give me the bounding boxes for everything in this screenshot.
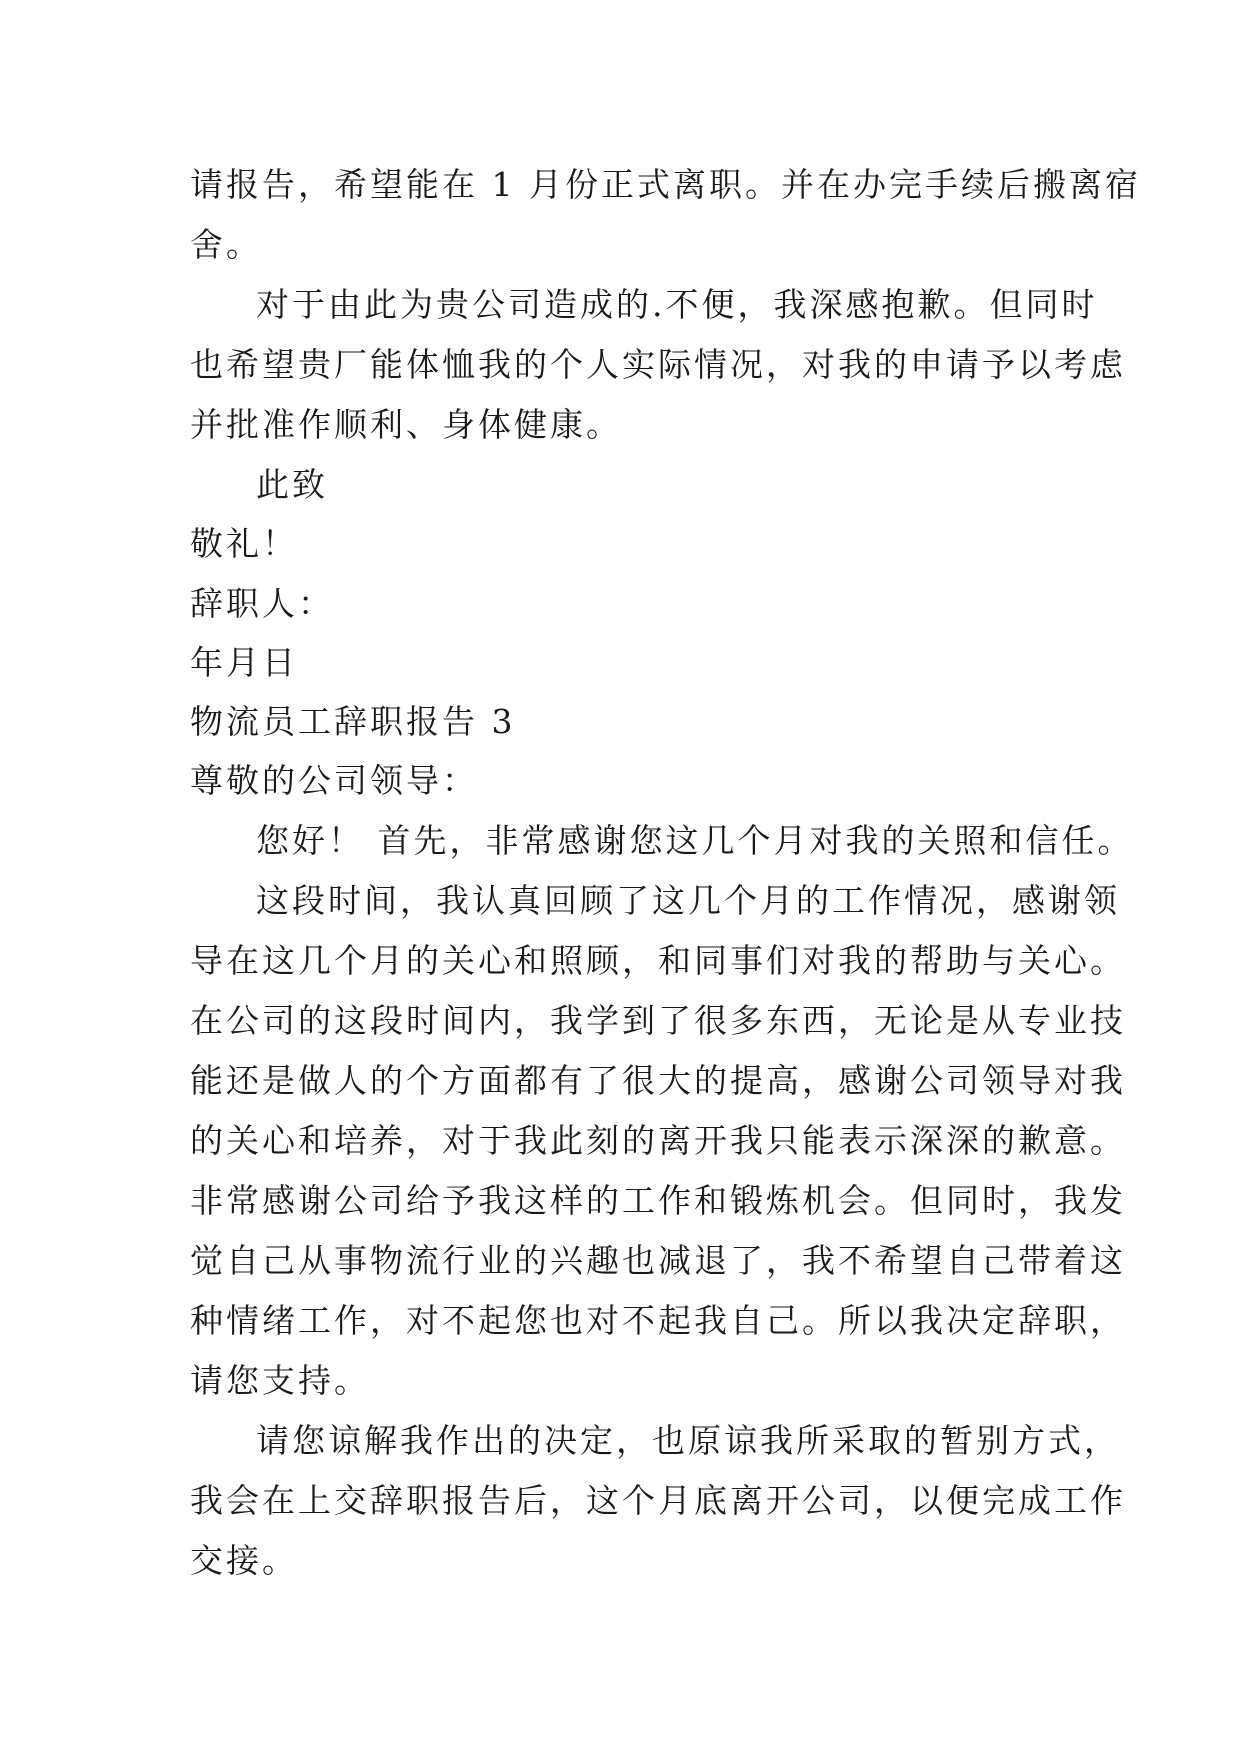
- text-line: 请您支持。: [190, 1361, 370, 1400]
- text-line: 在公司的这段时间内，我学到了很多东西，无论是从专业技: [190, 1001, 1126, 1040]
- text-line: 种情绪工作，对不起您也对不起我自己。所以我决定辞职，: [190, 1301, 1126, 1340]
- text-line: 交接。: [190, 1541, 298, 1580]
- text-line: 请报告，希望能在 1 月份正式离职。并在办完手续后搬离宿: [190, 165, 1141, 204]
- text-line: 也希望贵厂能体恤我的个人实际情况，对我的申请予以考虑: [190, 345, 1126, 384]
- section-title: 物流员工辞职报告 3: [190, 702, 516, 741]
- text-line: 觉自己从事物流行业的兴趣也减退了，我不希望自己带着这: [190, 1241, 1126, 1280]
- text-line: 非常感谢公司给予我这样的工作和锻炼机会。但同时，我发: [190, 1181, 1126, 1220]
- text-line: 能还是做人的个方面都有了很大的提高，感谢公司领导对我: [190, 1061, 1126, 1100]
- closing-salute: 敬礼！: [190, 524, 298, 563]
- text-line: 导在这几个月的关心和照顾，和同事们对我的帮助与关心。: [190, 941, 1126, 980]
- text-line: 这段时间，我认真回顾了这几个月的工作情况，感谢领: [256, 881, 1120, 920]
- text-line: 对于由此为贵公司造成的.不便，我深感抱歉。但同时: [256, 285, 1098, 324]
- closing-phrase: 此致: [256, 465, 328, 504]
- text-line: 并批准作顺利、身体健康。: [190, 405, 622, 444]
- text-line: 的关心和培养，对于我此刻的离开我只能表示深深的歉意。: [190, 1121, 1126, 1160]
- text-line: 您好！ 首先，非常感谢您这几个月对我的关照和信任。: [256, 821, 1134, 860]
- date-label: 年月日: [190, 643, 298, 682]
- text-line: 舍。: [190, 225, 262, 264]
- text-line: 我会在上交辞职报告后，这个月底离开公司，以便完成工作: [190, 1481, 1126, 1520]
- signature-label: 辞职人：: [190, 584, 334, 623]
- salutation: 尊敬的公司领导：: [190, 761, 478, 800]
- text-line: 请您谅解我作出的决定，也原谅我所采取的暂别方式，: [256, 1421, 1120, 1460]
